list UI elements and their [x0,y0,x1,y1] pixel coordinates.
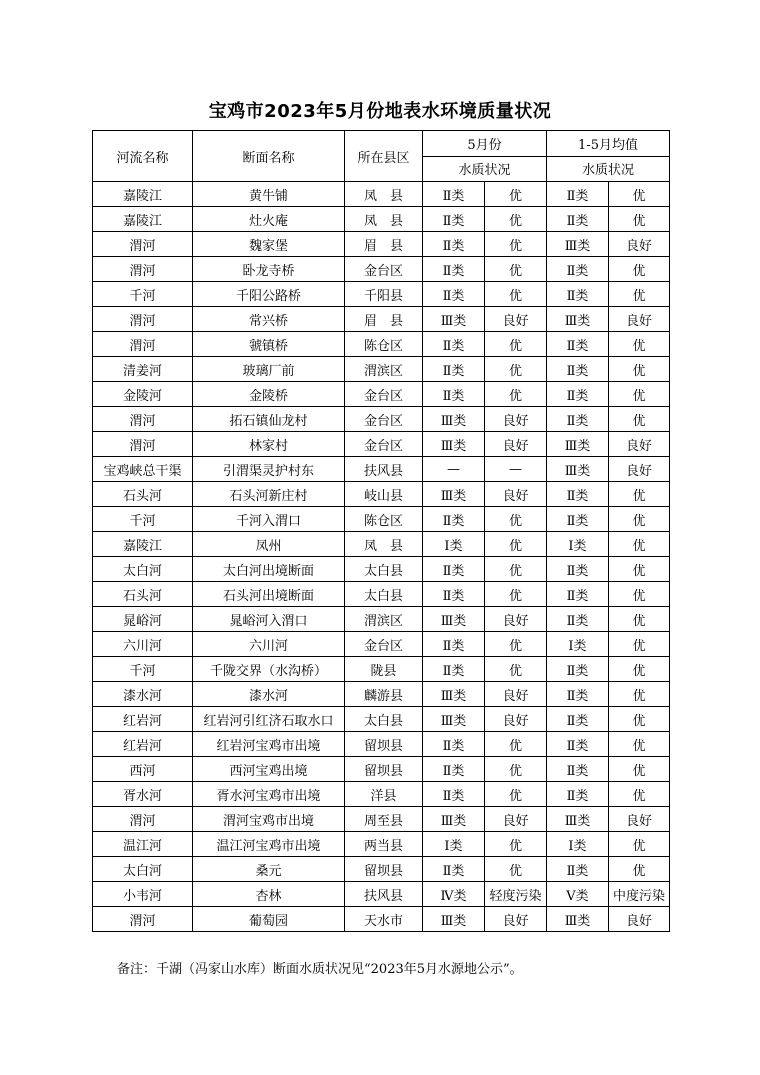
cell-section: 千陇交界（水沟桥） [193,657,345,682]
cell-may-class: — [423,457,485,482]
table-row [93,557,670,582]
cell-avg-class: Ⅱ类 [547,657,609,682]
cell-avg-class: Ⅱ类 [547,482,609,507]
table-row [93,407,670,432]
cell-may-status: 优 [485,507,547,532]
cell-section: 金陵桥 [193,382,345,407]
table-header [93,131,670,182]
cell-may-class: Ⅱ类 [423,507,485,532]
cell-section: 太白河出境断面 [193,557,345,582]
cell-section: 拓石镇仙龙村 [193,407,345,432]
cell-may-class: Ⅱ类 [423,332,485,357]
cell-county: 留坝县 [345,857,423,882]
cell-avg-status: 良好 [609,457,670,482]
table-row [93,757,670,782]
cell-river: 石头河 [93,482,193,507]
cell-may-class: Ⅱ类 [423,257,485,282]
cell-section: 西河宝鸡出境 [193,757,345,782]
cell-avg-status: 优 [609,632,670,657]
cell-county: 留坝县 [345,757,423,782]
cell-county: 岐山县 [345,482,423,507]
cell-avg-status: 优 [609,532,670,557]
cell-avg-class: Ⅴ类 [547,882,609,907]
cell-county: 渭滨区 [345,607,423,632]
cell-avg-status: 优 [609,732,670,757]
table-row [93,882,670,907]
cell-river: 渭河 [93,232,193,257]
cell-may-status: 优 [485,732,547,757]
cell-county: 麟游县 [345,682,423,707]
cell-avg-status: 优 [609,757,670,782]
cell-river: 渭河 [93,432,193,457]
table-row [93,257,670,282]
cell-avg-class: Ⅱ类 [547,507,609,532]
cell-may-class: Ⅱ类 [423,182,485,207]
table-row [93,532,670,557]
cell-section: 红岩河引红济石取水口 [193,707,345,732]
cell-section: 六川河 [193,632,345,657]
cell-may-status: 优 [485,532,547,557]
cell-county: 千阳县 [345,282,423,307]
cell-may-status: 优 [485,182,547,207]
cell-avg-class: Ⅱ类 [547,732,609,757]
cell-may-status: 优 [485,782,547,807]
table-row [93,307,670,332]
table-row [93,382,670,407]
cell-river: 太白河 [93,857,193,882]
cell-may-status: 优 [485,857,547,882]
cell-county: 凤 县 [345,207,423,232]
cell-avg-class: Ⅲ类 [547,232,609,257]
cell-river: 千河 [93,507,193,532]
cell-county: 凤 县 [345,182,423,207]
table-row [93,607,670,632]
cell-may-class: Ⅲ类 [423,682,485,707]
cell-may-status: 优 [485,282,547,307]
cell-avg-status: 优 [609,407,670,432]
cell-may-status: 优 [485,332,547,357]
cell-may-status: 良好 [485,407,547,432]
cell-may-class: Ⅳ类 [423,882,485,907]
cell-section: 桑元 [193,857,345,882]
cell-avg-class: Ⅱ类 [547,682,609,707]
cell-avg-class: Ⅱ类 [547,182,609,207]
cell-county: 太白县 [345,557,423,582]
cell-may-status: 良好 [485,307,547,332]
cell-avg-status: 优 [609,482,670,507]
table-row [93,207,670,232]
cell-section: 温江河宝鸡市出境 [193,832,345,857]
header-may-quality: 水质状况 [423,156,547,182]
cell-section: 晁峪河入渭口 [193,607,345,632]
table-row [93,732,670,757]
cell-river: 红岩河 [93,732,193,757]
table-row [93,282,670,307]
cell-section: 石头河新庄村 [193,482,345,507]
cell-avg-status: 良好 [609,307,670,332]
cell-may-status: 优 [485,232,547,257]
cell-river: 渭河 [93,332,193,357]
cell-avg-status: 优 [609,207,670,232]
cell-may-status: 优 [485,357,547,382]
cell-may-class: Ⅱ类 [423,357,485,382]
cell-section: 玻璃厂前 [193,357,345,382]
cell-river: 渭河 [93,257,193,282]
cell-section: 引渭渠灵护村东 [193,457,345,482]
cell-county: 陈仓区 [345,332,423,357]
cell-avg-class: Ⅱ类 [547,707,609,732]
cell-may-status: 良好 [485,907,547,932]
cell-county: 天水市 [345,907,423,932]
cell-section: 漆水河 [193,682,345,707]
cell-avg-status: 良好 [609,807,670,832]
table-row [93,782,670,807]
cell-avg-status: 优 [609,507,670,532]
cell-may-class: Ⅲ类 [423,307,485,332]
table-row [93,457,670,482]
cell-section: 卧龙寺桥 [193,257,345,282]
table-row [93,707,670,732]
cell-section: 灶火庵 [193,207,345,232]
cell-may-class: Ⅱ类 [423,557,485,582]
cell-county: 陇县 [345,657,423,682]
cell-river: 晁峪河 [93,607,193,632]
cell-may-status: 良好 [485,807,547,832]
cell-may-class: Ⅱ类 [423,232,485,257]
cell-section: 常兴桥 [193,307,345,332]
cell-avg-class: Ⅱ类 [547,607,609,632]
header-avg: 1-5月均值 [547,131,670,157]
cell-avg-class: Ⅱ类 [547,757,609,782]
cell-river: 宝鸡峡总干渠 [93,457,193,482]
cell-avg-class: Ⅲ类 [547,457,609,482]
table-row [93,632,670,657]
cell-county: 洋县 [345,782,423,807]
table-row [93,807,670,832]
cell-river: 太白河 [93,557,193,582]
cell-avg-class: Ⅱ类 [547,857,609,882]
table-row [93,907,670,932]
cell-river: 渭河 [93,407,193,432]
cell-river: 红岩河 [93,707,193,732]
cell-avg-class: Ⅱ类 [547,382,609,407]
cell-river: 清姜河 [93,357,193,382]
cell-may-class: Ⅰ类 [423,532,485,557]
cell-section: 虢镇桥 [193,332,345,357]
cell-section: 红岩河宝鸡市出境 [193,732,345,757]
cell-may-status: 良好 [485,482,547,507]
cell-avg-class: Ⅱ类 [547,207,609,232]
table-row [93,332,670,357]
cell-may-status: 良好 [485,707,547,732]
cell-avg-status: 良好 [609,907,670,932]
cell-avg-status: 良好 [609,232,670,257]
cell-river: 胥水河 [93,782,193,807]
cell-county: 凤 县 [345,532,423,557]
cell-county: 两当县 [345,832,423,857]
cell-avg-class: Ⅲ类 [547,432,609,457]
cell-county: 金台区 [345,407,423,432]
cell-may-class: Ⅲ类 [423,807,485,832]
cell-county: 陈仓区 [345,507,423,532]
table-row [93,832,670,857]
cell-county: 渭滨区 [345,357,423,382]
water-quality-table [92,130,670,932]
cell-may-class: Ⅱ类 [423,757,485,782]
cell-avg-class: Ⅲ类 [547,307,609,332]
cell-avg-status: 优 [609,182,670,207]
cell-section: 凤州 [193,532,345,557]
cell-avg-status: 优 [609,582,670,607]
cell-may-class: Ⅲ类 [423,432,485,457]
cell-river: 石头河 [93,582,193,607]
cell-avg-status: 优 [609,357,670,382]
cell-may-status: 优 [485,632,547,657]
cell-river: 渭河 [93,907,193,932]
cell-county: 周至县 [345,807,423,832]
page-title: 宝鸡市2023年5月份地表水环境质量状况 [208,101,552,122]
cell-may-class: Ⅱ类 [423,207,485,232]
cell-avg-status: 优 [609,332,670,357]
cell-county: 金台区 [345,432,423,457]
cell-may-status: 优 [485,657,547,682]
cell-may-class: Ⅱ类 [423,782,485,807]
table-row [93,357,670,382]
cell-may-status: 优 [485,207,547,232]
cell-river: 千河 [93,282,193,307]
table-row [93,682,670,707]
cell-may-status: — [485,457,547,482]
cell-may-class: Ⅱ类 [423,632,485,657]
header-river: 河流名称 [93,131,193,182]
table-row [93,482,670,507]
cell-avg-status: 优 [609,857,670,882]
table-row [93,657,670,682]
cell-county: 眉 县 [345,232,423,257]
cell-river: 西河 [93,757,193,782]
cell-may-class: Ⅲ类 [423,707,485,732]
cell-county: 太白县 [345,582,423,607]
header-county: 所在县区 [345,131,423,182]
footnote: 备注：千湖（冯家山水库）断面水质状况见“2023年5月水源地公示”。 [117,962,523,977]
cell-avg-status: 中度污染 [609,882,670,907]
cell-may-class: Ⅲ类 [423,907,485,932]
cell-avg-class: Ⅰ类 [547,532,609,557]
cell-may-status: 良好 [485,682,547,707]
cell-avg-status: 优 [609,557,670,582]
cell-section: 葡萄园 [193,907,345,932]
cell-avg-status: 优 [609,832,670,857]
cell-river: 千河 [93,657,193,682]
cell-county: 金台区 [345,382,423,407]
cell-avg-class: Ⅱ类 [547,282,609,307]
cell-avg-class: Ⅱ类 [547,257,609,282]
cell-may-class: Ⅱ类 [423,732,485,757]
cell-section: 黄牛铺 [193,182,345,207]
cell-avg-class: Ⅲ类 [547,807,609,832]
cell-avg-class: Ⅱ类 [547,332,609,357]
cell-river: 小韦河 [93,882,193,907]
cell-may-class: Ⅱ类 [423,282,485,307]
cell-river: 温江河 [93,832,193,857]
cell-avg-class: Ⅰ类 [547,832,609,857]
table-row [93,232,670,257]
cell-river: 嘉陵江 [93,207,193,232]
cell-section: 千河入渭口 [193,507,345,532]
cell-may-status: 优 [485,757,547,782]
table-row [93,857,670,882]
cell-may-class: Ⅱ类 [423,857,485,882]
cell-may-status: 轻度污染 [485,882,547,907]
cell-county: 金台区 [345,632,423,657]
cell-avg-status: 优 [609,257,670,282]
cell-county: 眉 县 [345,307,423,332]
cell-section: 林家村 [193,432,345,457]
header-section: 断面名称 [193,131,345,182]
cell-avg-status: 优 [609,382,670,407]
cell-avg-status: 优 [609,682,670,707]
cell-may-class: Ⅲ类 [423,607,485,632]
table-row [93,507,670,532]
cell-may-status: 良好 [485,607,547,632]
cell-avg-class: Ⅱ类 [547,557,609,582]
cell-may-status: 优 [485,382,547,407]
cell-river: 六川河 [93,632,193,657]
cell-river: 嘉陵江 [93,532,193,557]
cell-section: 胥水河宝鸡市出境 [193,782,345,807]
cell-may-status: 优 [485,582,547,607]
cell-section: 千阳公路桥 [193,282,345,307]
cell-county: 扶风县 [345,882,423,907]
cell-river: 漆水河 [93,682,193,707]
cell-section: 渭河宝鸡市出境 [193,807,345,832]
cell-avg-status: 优 [609,282,670,307]
cell-may-status: 优 [485,557,547,582]
header-may: 5月份 [423,131,547,157]
cell-may-class: Ⅰ类 [423,832,485,857]
cell-river: 金陵河 [93,382,193,407]
cell-may-class: Ⅲ类 [423,407,485,432]
cell-section: 魏家堡 [193,232,345,257]
cell-avg-status: 优 [609,607,670,632]
cell-avg-class: Ⅱ类 [547,582,609,607]
cell-avg-class: Ⅱ类 [547,782,609,807]
cell-avg-class: Ⅱ类 [547,407,609,432]
header-avg-quality: 水质状况 [547,156,670,182]
cell-may-class: Ⅱ类 [423,382,485,407]
cell-avg-status: 优 [609,782,670,807]
cell-may-status: 优 [485,832,547,857]
table-row [93,582,670,607]
cell-section: 杏林 [193,882,345,907]
cell-may-class: Ⅱ类 [423,582,485,607]
cell-river: 嘉陵江 [93,182,193,207]
cell-avg-class: Ⅰ类 [547,632,609,657]
cell-river: 渭河 [93,307,193,332]
cell-may-status: 良好 [485,432,547,457]
cell-county: 金台区 [345,257,423,282]
cell-may-class: Ⅲ类 [423,482,485,507]
table-row [93,432,670,457]
cell-may-class: Ⅱ类 [423,657,485,682]
table-body [93,182,670,932]
cell-avg-status: 良好 [609,432,670,457]
table-row [93,182,670,207]
cell-may-status: 优 [485,257,547,282]
cell-county: 留坝县 [345,732,423,757]
cell-avg-status: 优 [609,657,670,682]
cell-section: 石头河出境断面 [193,582,345,607]
cell-county: 太白县 [345,707,423,732]
cell-avg-status: 优 [609,707,670,732]
cell-county: 扶风县 [345,457,423,482]
cell-river: 渭河 [93,807,193,832]
cell-avg-class: Ⅲ类 [547,907,609,932]
cell-avg-class: Ⅱ类 [547,357,609,382]
